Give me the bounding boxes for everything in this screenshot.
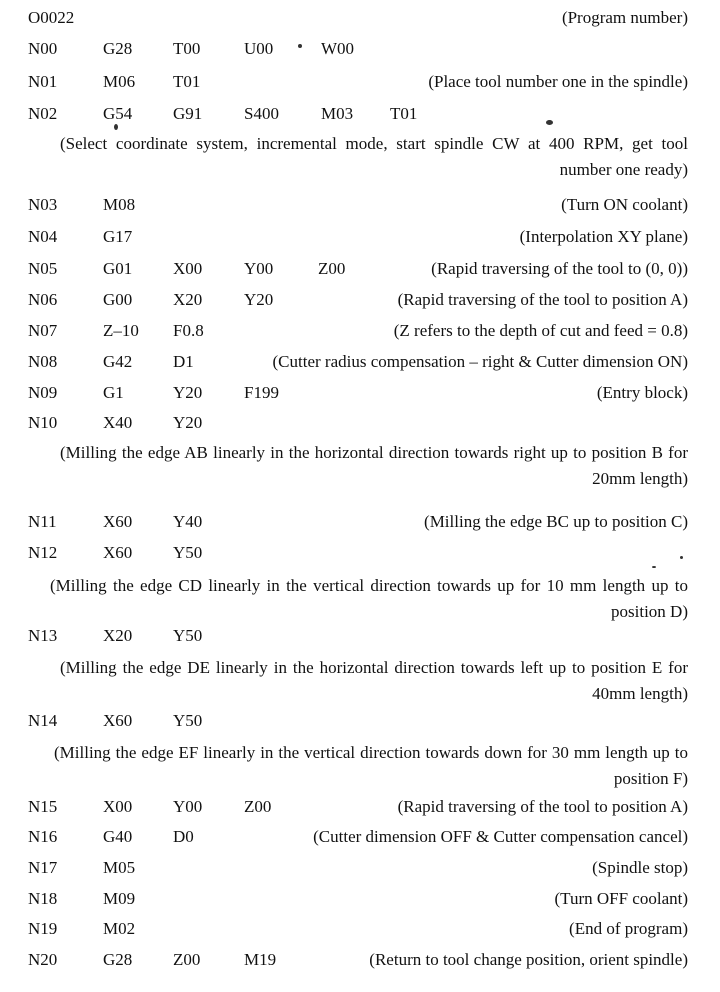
block-number: N05 <box>28 259 58 278</box>
block-n20 <box>0 950 720 972</box>
block-comment: (Spindle stop) <box>592 858 688 877</box>
block-n02-note: (Select coordinate system, incremental mode, start spindle CW at 400 RPM, get tool number one ready) <box>60 134 688 179</box>
block-n09 <box>0 383 720 405</box>
block-n14 <box>0 711 720 733</box>
block-word: T01 <box>173 72 201 91</box>
block-word: G54 <box>103 104 133 123</box>
block-n07 <box>0 321 720 343</box>
block-n18 <box>0 889 720 911</box>
block-word: X20 <box>103 626 133 645</box>
block-number: N11 <box>28 512 57 531</box>
block-number: N09 <box>28 383 58 402</box>
block-number: N06 <box>28 290 58 309</box>
block-comment: (Interpolation XY plane) <box>519 227 688 246</box>
block-comment: (Return to tool change position, orient spindle) <box>369 950 688 969</box>
block-word: G28 <box>103 39 133 58</box>
block-word: X20 <box>173 290 203 309</box>
block-number: N15 <box>28 797 58 816</box>
scan-speck <box>680 556 683 559</box>
block-word: G40 <box>103 827 133 846</box>
block-n04 <box>0 227 720 249</box>
block-word: Z00 <box>173 950 201 969</box>
block-word: Y20 <box>244 290 274 309</box>
block-word: Y20 <box>173 413 203 432</box>
block-word: S400 <box>244 104 279 123</box>
block-n13 <box>0 626 720 648</box>
block-word: X60 <box>103 711 133 730</box>
block-word: D1 <box>173 352 194 371</box>
block-n12 <box>0 543 720 565</box>
block-word: Z00 <box>244 797 272 816</box>
block-comment: (Place tool number one in the spindle) <box>428 72 688 91</box>
block-word: M03 <box>321 104 354 123</box>
block-word: X60 <box>103 543 133 562</box>
block-n16 <box>0 827 720 849</box>
block-word: M02 <box>103 919 136 938</box>
block-n12-note: (Milling the edge CD linearly in the vertical direction towards up for 10 mm length up to position D) <box>50 576 688 621</box>
block-n13-note: (Milling the edge DE linearly in the horizontal direction towards left up to position E for 40mm length) <box>60 658 688 703</box>
block-number: N02 <box>28 104 58 123</box>
block-comment: (Milling the edge BC up to position C) <box>424 512 688 531</box>
block-comment: (Rapid traversing of the tool to (0, 0)) <box>431 259 688 278</box>
scan-speck <box>298 44 302 48</box>
block-word: Y20 <box>173 383 203 402</box>
block-n02 <box>0 104 720 126</box>
block-comment: (Rapid traversing of the tool to position A) <box>397 290 688 309</box>
block-word: G17 <box>103 227 133 246</box>
block-n19 <box>0 919 720 941</box>
block-word: Y50 <box>173 543 203 562</box>
block-word: T00 <box>173 39 201 58</box>
block-comment: (Rapid traversing of the tool to position A) <box>397 797 688 816</box>
block-word: M05 <box>103 858 136 877</box>
block-comment: (End of program) <box>569 919 688 938</box>
block-n17 <box>0 858 720 880</box>
block-number: N00 <box>28 39 58 58</box>
block-n11 <box>0 512 720 534</box>
block-number: N20 <box>28 950 58 969</box>
block-number: N12 <box>28 543 58 562</box>
block-word: Y00 <box>173 797 203 816</box>
block-word: M08 <box>103 195 136 214</box>
block-word: F199 <box>244 383 279 402</box>
block-number: N18 <box>28 889 58 908</box>
block-word: X00 <box>103 797 133 816</box>
block-n03 <box>0 195 720 217</box>
block-word: M09 <box>103 889 136 908</box>
program-number: O0022 <box>28 8 75 27</box>
block-number: N07 <box>28 321 58 340</box>
block-number: N01 <box>28 72 58 91</box>
block-word: T01 <box>390 104 418 123</box>
block-number: N14 <box>28 711 58 730</box>
block-word: Y50 <box>173 626 203 645</box>
scan-speck <box>652 566 656 568</box>
program-header <box>0 8 720 30</box>
block-comment: (Cutter radius compensation – right & Cutter dimension ON) <box>272 352 688 371</box>
block-word: G28 <box>103 950 133 969</box>
block-comment: (Entry block) <box>596 383 688 402</box>
block-number: N19 <box>28 919 58 938</box>
block-word: G91 <box>173 104 203 123</box>
block-word: Y40 <box>173 512 203 531</box>
block-number: N03 <box>28 195 58 214</box>
block-word: G01 <box>103 259 133 278</box>
block-number: N04 <box>28 227 58 246</box>
block-comment: (Cutter dimension OFF & Cutter compensation cancel) <box>313 827 688 846</box>
block-number: N08 <box>28 352 58 371</box>
block-n10 <box>0 413 720 435</box>
scan-speck <box>546 120 553 125</box>
block-word: F0.8 <box>173 321 204 340</box>
block-word: D0 <box>173 827 194 846</box>
block-word: G1 <box>103 383 124 402</box>
block-n10-note: (Milling the edge AB linearly in the horizontal direction towards right up to position B for 20mm length) <box>60 443 688 488</box>
block-number: N17 <box>28 858 58 877</box>
block-number: N10 <box>28 413 58 432</box>
block-word: X40 <box>103 413 133 432</box>
block-word: G42 <box>103 352 133 371</box>
block-word: G00 <box>103 290 133 309</box>
block-word: X00 <box>173 259 203 278</box>
block-word: Y50 <box>173 711 203 730</box>
block-comment: (Turn ON coolant) <box>561 195 688 214</box>
block-n15 <box>0 797 720 819</box>
block-n05 <box>0 259 720 281</box>
block-n08 <box>0 352 720 374</box>
block-n00 <box>0 39 720 61</box>
block-number: N13 <box>28 626 58 645</box>
block-word: Y00 <box>244 259 274 278</box>
block-word: M06 <box>103 72 136 91</box>
block-n06 <box>0 290 720 312</box>
block-word: X60 <box>103 512 133 531</box>
block-number: N16 <box>28 827 58 846</box>
block-comment: (Z refers to the depth of cut and feed = 0.8) <box>393 321 688 340</box>
block-n01 <box>0 72 720 94</box>
block-n14-note: (Milling the edge EF linearly in the vertical direction towards down for 30 mm length up to position F) <box>54 743 688 788</box>
block-word: Z00 <box>318 259 346 278</box>
block-comment: (Turn OFF coolant) <box>554 889 688 908</box>
scan-speck <box>114 124 118 130</box>
block-word: U00 <box>244 39 274 58</box>
program-number-comment: (Program number) <box>561 8 688 27</box>
block-word: W00 <box>321 39 355 58</box>
block-word: M19 <box>244 950 277 969</box>
block-word: Z–10 <box>103 321 139 340</box>
